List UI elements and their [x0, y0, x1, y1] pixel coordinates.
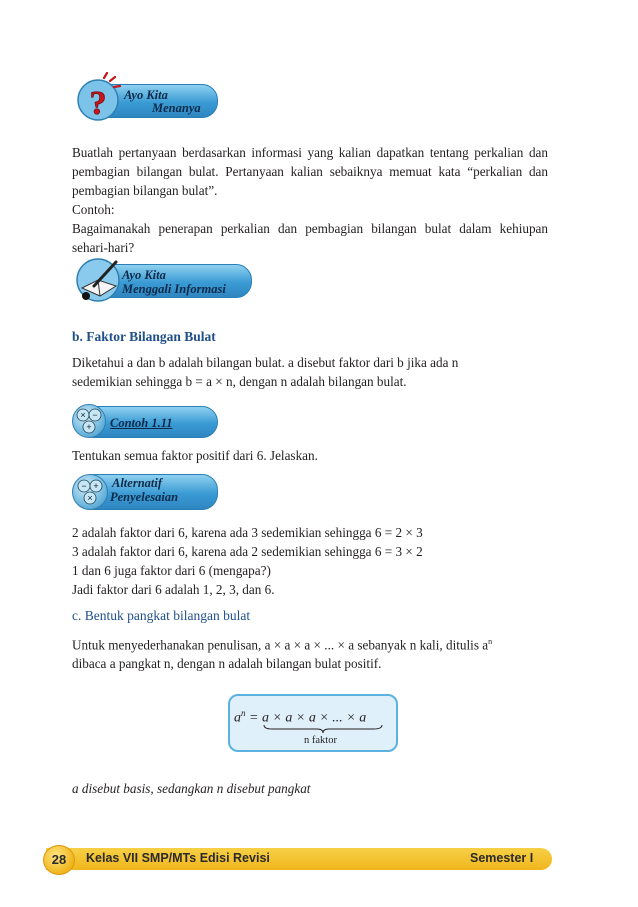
alternatif-title-2: Penyelesaian: [110, 490, 179, 504]
svg-text:+: +: [93, 481, 99, 491]
formula-exponent: n: [241, 708, 246, 718]
contoh-text: Bagaimanakah penerapan perkalian dan pembagian bilangan bulat dalam kehiupan sehari-hari?: [72, 221, 548, 255]
operations-icon-2: [72, 474, 108, 510]
page-number: 28: [43, 845, 75, 875]
svg-text:×: ×: [80, 410, 86, 420]
underbrace: [262, 724, 384, 734]
ayo-menanya-title-2: Menanya: [152, 101, 201, 115]
menanya-paragraph: [72, 143, 548, 257]
pangkat-line1-sup: n: [488, 637, 493, 646]
pangkat-line2: dibaca a pangkat n, dengan n adalah bilangan bulat positif.: [72, 656, 382, 672]
svg-text:−: −: [81, 481, 87, 491]
footer-semester: Semester I: [470, 851, 534, 865]
faktor-heading: b. Faktor Bilangan Bulat: [72, 329, 216, 344]
basis-text: a disebut basis, sedangkan n disebut pangkat: [72, 781, 311, 796]
svg-text:?: ?: [89, 85, 107, 122]
faktor-definition-line2: sedemikian sehingga b = a × n, dengan n adalah bilangan bulat.: [72, 374, 407, 389]
alternatif-title-1: Alternatif: [112, 476, 163, 490]
faktor-definition: [72, 353, 548, 391]
alternatif-lines: [72, 523, 548, 599]
pangkat-paragraph: [72, 632, 548, 673]
faktor-definition-line1: Diketahui a dan b adalah bilangan bulat. a disebut faktor dari b jika ada n: [72, 355, 459, 370]
book-pen-icon: [72, 256, 124, 304]
ayo-menggali-title-1: Ayo Kita: [122, 268, 166, 282]
contoh-label-text: Contoh 1.11: [110, 416, 173, 430]
ayo-menggali-title-2: Menggali Informasi: [122, 282, 226, 296]
contoh-question: Tentukan semua faktor positif dari 6. Jelaskan.: [72, 448, 318, 463]
ayo-menanya-title-1: Ayo Kita: [124, 88, 168, 102]
menanya-text: Buatlah pertanyaan berdasarkan informasi yang kalian dapatkan tentang perkalian dan pembagian bilangan bulat. Pertanyaan kalian sebaiknya memuat kata “perkalian dan pembagian bilangan bulat”.: [72, 145, 548, 198]
formula-under-label: n faktor: [304, 735, 337, 746]
pangkat-line1-wrap: [72, 632, 548, 654]
pangkat-heading: c. Bentuk pangkat bilangan bulat: [72, 608, 251, 623]
svg-text:×: ×: [87, 493, 93, 503]
alternatif-line: 2 adalah faktor dari 6, karena ada 3 sedemikian sehingga 6 = 2 × 3: [72, 525, 423, 540]
operations-icon: [72, 404, 106, 438]
formula-rhs: = a × a × a × ... × a: [249, 710, 367, 726]
svg-text:−: −: [92, 410, 98, 420]
alternatif-line: 1 dan 6 juga faktor dari 6 (mengapa?): [72, 563, 271, 578]
contoh-label: Contoh:: [72, 202, 115, 217]
pangkat-line1: Untuk menyederhanakan penulisan, a × a × a × ... × a sebanyak n kali, ditulis a: [72, 637, 489, 653]
footer-book-title: Kelas VII SMP/MTs Edisi Revisi: [86, 851, 270, 865]
alternatif-line: Jadi faktor dari 6 adalah 1, 2, 3, dan 6.: [72, 582, 275, 597]
alternatif-line: 3 adalah faktor dari 6, karena ada 2 sedemikian sehingga 6 = 3 × 2: [72, 544, 423, 559]
question-mark-icon: [74, 72, 124, 122]
svg-text:+: +: [86, 422, 92, 432]
formula-base: a: [234, 710, 241, 726]
